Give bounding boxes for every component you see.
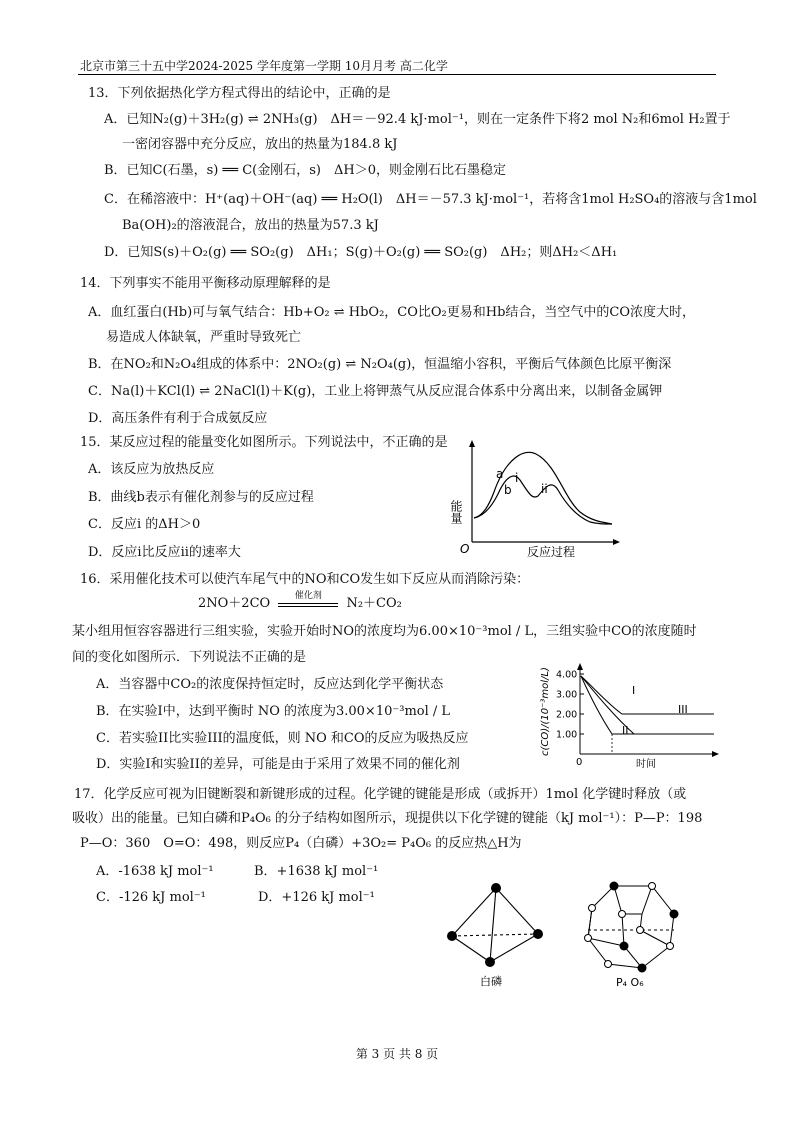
q16-x-arrow xyxy=(712,751,719,757)
q13-stem: 13．下列依据热化学方程式得出的结论中，正确的是 xyxy=(88,86,391,101)
q16-series-II xyxy=(581,676,714,734)
q17-line1: 17．化学反应可视为旧键断裂和新键形成的过程。化学键的键能是形成（或拆开）1mol 化学键时释放（或 xyxy=(74,787,687,802)
q16-emph: 不正确 xyxy=(241,650,281,665)
q16-concentration-chart xyxy=(536,660,722,776)
p4o6-structure xyxy=(578,872,686,990)
p-atom-icon xyxy=(620,942,629,951)
q14-option-d: D．高压条件有利于合成氨反应 xyxy=(88,411,268,426)
q16-series-III xyxy=(581,676,714,714)
q15-xlabel: 反应过程 xyxy=(527,545,576,559)
p-atom-icon xyxy=(491,883,501,893)
q14-option-b: B．在NO₂和N₂O₄组成的体系中：2NO₂(g) ⇌ N₂O₄(g)，恒温缩小容积，平衡后气体颜色比原平衡深 xyxy=(88,357,672,372)
white-phosphorus-label: 白磷 xyxy=(480,975,502,988)
q16-series-I xyxy=(581,676,714,734)
q16-eq-left: 2NO＋2CO xyxy=(198,596,271,611)
q17-line2: 吸收）出的能量。已知白磷和P₄O₆ 的分子结构如图所示，现提供以下化学键的键能（kJ mol⁻¹）：P—P：198 xyxy=(72,811,703,826)
q15-option-b: B．曲线b表示有催化剂参与的反应过程 xyxy=(88,490,314,505)
q15-label-ii: ii xyxy=(541,482,548,496)
p-atom-icon xyxy=(447,931,457,941)
o-atom-icon xyxy=(619,911,626,918)
q16-option-c: C．若实验II比实验III的温度低，则 NO 和CO的反应为吸热反应 xyxy=(96,731,469,746)
q17-option-a: A．-1638 kJ mol⁻¹ xyxy=(96,864,214,879)
q15-emph: 不正确 xyxy=(382,435,422,450)
white-phosphorus-structure xyxy=(440,878,560,990)
q15-option-c: C．反应i 的ΔH＞0 xyxy=(88,517,201,532)
q17-option-d: D．+126 kJ mol⁻¹ xyxy=(258,890,375,905)
o-atom-icon xyxy=(589,905,596,912)
q15-label-a: a xyxy=(496,467,504,481)
q16-ytick-label: 3.00 xyxy=(556,689,578,701)
q16-xlabel: 时间 xyxy=(636,759,656,770)
q16-eq-right: N₂＋CO₂ xyxy=(346,596,402,611)
q14-option-a-line1: A．血红蛋白(Hb)可与氧气结合：Hb+O₂ ⇌ HbO₂，CO比O₂更易和Hb结合，当空气中的CO浓度大时， xyxy=(88,305,696,320)
q16-option-d: D．实验I和实验II的差异，可能是由于采用了效果不同的催化剂 xyxy=(96,757,460,772)
q15-x-arrow xyxy=(613,539,620,545)
q13-option-c-line2: Ba(OH)₂的溶液混合，放出的热量为57.3 kJ xyxy=(122,218,379,233)
o-atom-icon xyxy=(637,927,644,934)
q15-option-d: D．反应i比反应ii的速率大 xyxy=(88,545,241,560)
page-footer: 第 3 页 共 8 页 xyxy=(355,1047,439,1061)
p-atom-icon xyxy=(533,929,543,939)
q16-label-III: III xyxy=(678,703,688,716)
q16-label-II: II xyxy=(622,724,629,737)
q16-eq-condition: 催化剂 xyxy=(294,591,322,601)
o-atom-icon xyxy=(667,943,674,950)
p4o6-label: P₄ O₆ xyxy=(616,976,644,989)
q14-option-c: C．Na(l)＋KCl(l) ⇌ 2NaCl(l)＋K(g)，工业上将钾蒸气从反应混合体系中分离出来，以制备金属钾 xyxy=(88,384,663,399)
q17-option-b: B．+1638 kJ mol⁻¹ xyxy=(254,864,379,879)
header-rule xyxy=(78,74,716,75)
q16-ytick-label: 1.00 xyxy=(556,729,578,741)
q16-ylabel: c(CO)/(10⁻³mol/L) xyxy=(540,667,551,756)
q15-label-b: b xyxy=(504,483,512,497)
q13-option-a-line2: 一密闭容器中充分反应，放出的热量为184.8 kJ xyxy=(122,137,398,152)
q16-stem: 16．采用催化技术可以使汽车尾气中的NO和CO发生如下反应从而消除污染： xyxy=(80,572,530,587)
q15-ylabel: 能量 xyxy=(449,500,463,524)
q15-y-arrow xyxy=(469,440,475,447)
q16-ytick-label: 4.00 xyxy=(556,669,578,681)
q17-option-c: C．-126 kJ mol⁻¹ xyxy=(96,890,206,905)
q16-label-I: I xyxy=(632,684,636,697)
q16-ytick-label: 2.00 xyxy=(556,709,578,721)
q16-equation xyxy=(198,591,402,612)
q14-option-a-line2: 易造成人体缺氧，严重时导致死亡 xyxy=(106,330,302,345)
q13-option-c-line1: C．在稀溶液中：H⁺(aq)＋OH⁻(aq) ══ H₂O(l) ΔH＝－57.3 kJ·mol⁻¹，若将含1mol H₂SO₄的溶液与含1mol xyxy=(104,192,757,207)
p-atom-icon xyxy=(670,910,679,919)
o-atom-icon xyxy=(585,935,592,942)
p-atom-icon xyxy=(638,964,647,973)
q13-option-b: B．已知C(石墨，s) ══ C(金刚石，s) ΔH＞0，则金刚石比石墨稳定 xyxy=(104,163,506,178)
q13-emph: 正确 xyxy=(338,86,365,101)
q14-stem: 14．下列事实不能用平衡移动原理解释的是 xyxy=(80,276,331,291)
q15-option-a: A．该反应为放热反应 xyxy=(88,462,215,477)
q13-option-a-line1: A．已知N₂(g)＋3H₂(g) ⇌ 2NH₃(g) ΔH＝－92.4 kJ·mol⁻¹，则在一定条件下将2 mol N₂和6mol H₂置于 xyxy=(104,112,731,127)
q15-label-i: i xyxy=(515,471,519,485)
q16-origin: 0 xyxy=(576,757,583,768)
q15-energy-diagram xyxy=(449,438,624,560)
q15-origin: O xyxy=(460,542,470,556)
p-atom-icon xyxy=(485,957,495,967)
q16-eq-arrow xyxy=(278,591,338,607)
page-header: 北京市第三十五中学2024-2025 学年度第一学期 10月月考 高二化学 xyxy=(80,59,448,73)
q17-line3: P—O：360 O=O：498，则反应P₄（白磷）+3O₂= P₄O₆ 的反应热△H为 xyxy=(80,836,522,851)
q15-stem: 15．某反应过程的能量变化如图所示。下列说法中，不正确的是 xyxy=(80,435,448,450)
o-atom-icon xyxy=(605,961,612,968)
q14-emph: 不能 xyxy=(161,276,188,291)
q16-option-a: A．当容器中CO₂的浓度保持恒定时，反应达到化学平衡状态 xyxy=(96,677,444,692)
q16-line1: 某小组用恒容容器进行三组实验，实验开始时NO的浓度均为6.00×10⁻³mol / L，三组实验中CO的浓度随时 xyxy=(72,624,697,639)
q16-line2: 间的变化如图所示．下列说法不正确的是 xyxy=(72,650,307,665)
o-atom-icon xyxy=(649,883,656,890)
q16-option-b: B．在实验I中，达到平衡时 NO 的浓度为3.00×10⁻³mol / L xyxy=(96,704,451,719)
q13-option-d: D．已知S(s)＋O₂(g) ══ SO₂(g) ΔH₁；S(g)＋O₂(g) ══ SO₂(g) ΔH₂；则ΔH₂＜ΔH₁ xyxy=(104,245,618,260)
p-atom-icon xyxy=(610,882,619,891)
q16-y-arrow xyxy=(577,663,583,670)
